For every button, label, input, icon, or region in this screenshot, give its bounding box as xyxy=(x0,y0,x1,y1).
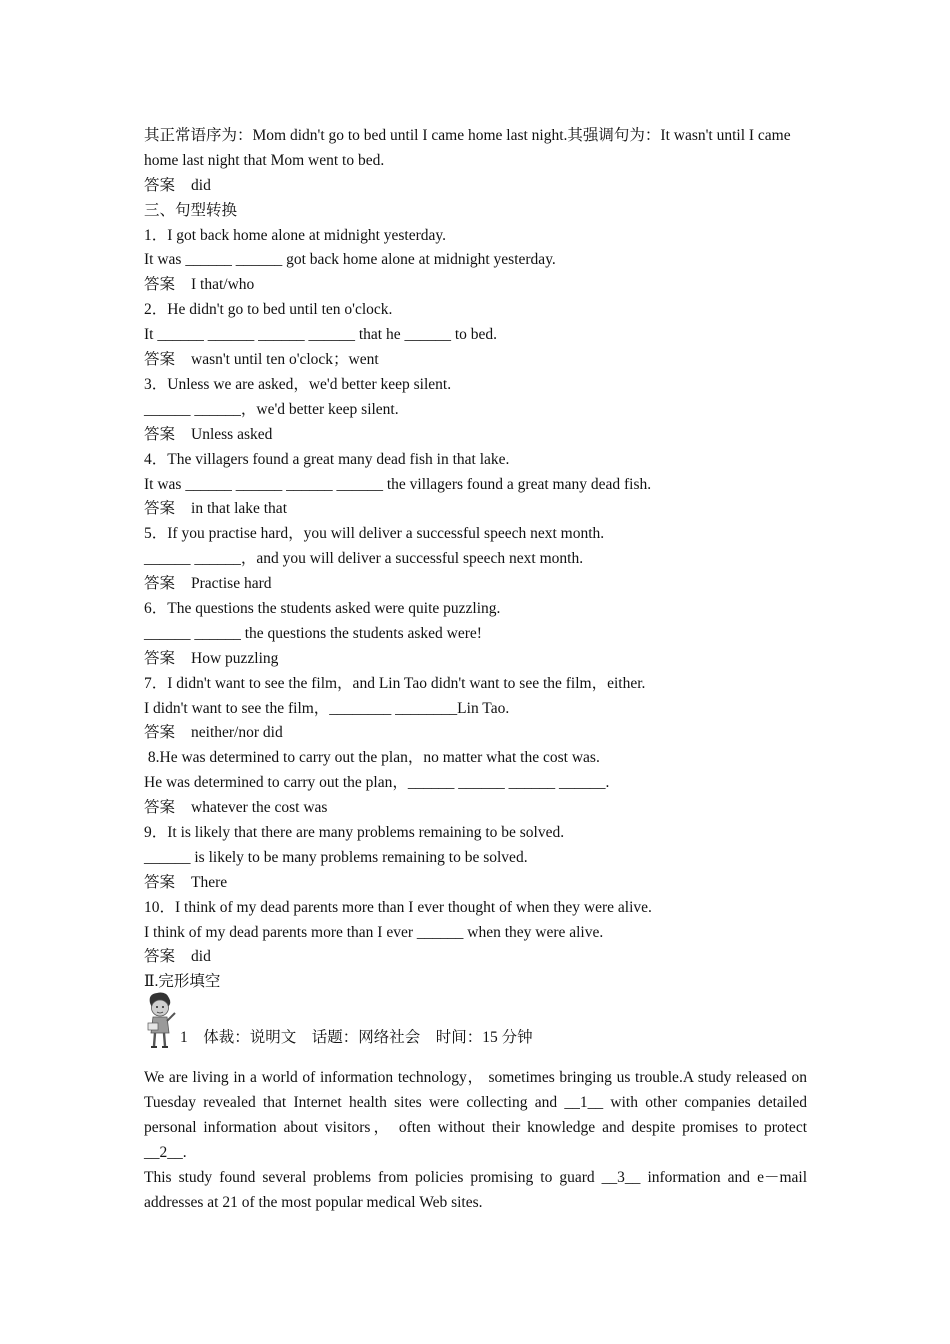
intro-explanation: 其正常语序为：Mom didn't go to bed until I came home last night.其强调句为：It wasn't until I came home last night that Mom went to bed. xyxy=(144,127,791,169)
exercise-item-10 xyxy=(144,896,807,971)
answer-line xyxy=(144,721,807,746)
blank-sentence: I didn't want to see the film，________ ________Lin Tao. xyxy=(144,699,510,717)
answer-line xyxy=(144,497,807,522)
answer-label: 答案 xyxy=(144,649,176,667)
answer-label: 答案 xyxy=(144,724,176,742)
answer-text: wasn't until ten o'clock；went xyxy=(191,351,379,369)
cartoon-reader-icon xyxy=(144,991,178,1049)
answer-text: did xyxy=(191,176,211,194)
blank-sentence: It was ______ ______ got back home alone at midnight yesterday. xyxy=(144,251,556,269)
question: 6．The questions the students asked were quite puzzling. xyxy=(144,599,501,617)
answer-line xyxy=(144,647,807,672)
question: 2．He didn't go to bed until ten o'clock. xyxy=(144,301,393,319)
answer-text: in that lake that xyxy=(191,500,287,518)
answer-text: did xyxy=(191,948,211,966)
answer-text: neither/nor did xyxy=(191,724,283,742)
question: 8.He was determined to carry out the plan，no matter what the cost was. xyxy=(144,749,600,767)
exercise-item-8 xyxy=(144,746,807,821)
answer-label: 答案 xyxy=(144,575,176,593)
blank-sentence: He was determined to carry out the plan，______ ______ ______ ______. xyxy=(144,774,610,792)
passage-paragraph-2: This study found several problems from policies promising to guard __3__ information and e－mail addresses at 21 of the most popular medical Web sites. xyxy=(144,1168,807,1211)
answer-line xyxy=(144,871,807,896)
answer-label: 答案 xyxy=(144,276,176,294)
answer-line xyxy=(144,423,807,448)
question: 3．Unless we are asked，we'd better keep silent. xyxy=(144,375,452,393)
exercise-item-1 xyxy=(144,224,807,299)
answer-text: There xyxy=(191,873,228,891)
blank-sentence: ______ ______，and you will deliver a successful speech next month. xyxy=(144,550,584,568)
question: 9．It is likely that there are many problems remaining to be solved. xyxy=(144,823,565,841)
exercise-item-5 xyxy=(144,522,807,597)
answer-label: 答案 xyxy=(144,799,176,817)
answer-label: 答案 xyxy=(144,351,176,369)
section-3-title: 三、句型转换 xyxy=(144,201,238,219)
blank-sentence: ______ ______ the questions the students asked were! xyxy=(144,624,482,642)
answer-text: I that/who xyxy=(191,276,255,294)
passage-meta: 1 体裁：说明文 话题：网络社会 时间：15 分钟 xyxy=(180,1029,533,1047)
exercise-item-2 xyxy=(144,298,807,373)
exercise-item-4 xyxy=(144,448,807,523)
answer-line xyxy=(144,273,807,298)
blank-sentence: ______ ______，we'd better keep silent. xyxy=(144,400,399,418)
exercise-item-9 xyxy=(144,821,807,896)
intro-answer xyxy=(144,174,807,199)
question: 4．The villagers found a great many dead fish in that lake. xyxy=(144,450,510,468)
answer-label: 答案 xyxy=(144,425,176,443)
blank-sentence: It ______ ______ ______ ______ that he ______ to bed. xyxy=(144,326,498,344)
blank-sentence: It was ______ ______ ______ ______ the villagers found a great many dead fish. xyxy=(144,475,652,493)
answer-text: How puzzling xyxy=(191,649,279,667)
answer-line xyxy=(144,572,807,597)
question: 5．If you practise hard，you will deliver a successful speech next month. xyxy=(144,525,605,543)
section-2-title: Ⅱ.完形填空 xyxy=(144,973,221,991)
blank-sentence: I think of my dead parents more than I ever ______ when they were alive. xyxy=(144,923,604,941)
answer-label: 答案 xyxy=(144,948,176,966)
question: 1．I got back home alone at midnight yesterday. xyxy=(144,226,447,244)
answer-line xyxy=(144,945,807,970)
answer-text: Practise hard xyxy=(191,575,272,593)
exercise-item-7 xyxy=(144,672,807,747)
question: 7．I didn't want to see the film，and Lin Tao didn't want to see the film，either. xyxy=(144,674,646,692)
question: 10．I think of my dead parents more than I ever thought of when they were alive. xyxy=(144,898,652,916)
blank-sentence: ______ is likely to be many problems remaining to be solved. xyxy=(144,848,528,866)
answer-text: Unless asked xyxy=(191,425,273,443)
answer-label: 答案 xyxy=(144,176,176,194)
passage-meta-row xyxy=(144,991,807,1053)
exercise-item-3 xyxy=(144,373,807,448)
answer-label: 答案 xyxy=(144,500,176,518)
answer-line xyxy=(144,796,807,821)
passage-paragraph-1: We are living in a world of information technology， sometimes bringing us trouble.A study released on Tuesday revealed that Internet health sites were collecting and __1__ with other companies detailed personal information about visitors， often without their knowledge and despite promises to protect __2__. xyxy=(144,1069,807,1161)
answer-label: 答案 xyxy=(144,873,176,891)
answer-text: whatever the cost was xyxy=(191,799,328,817)
document-body xyxy=(144,124,807,1216)
answer-line xyxy=(144,348,807,373)
exercise-item-6 xyxy=(144,597,807,672)
